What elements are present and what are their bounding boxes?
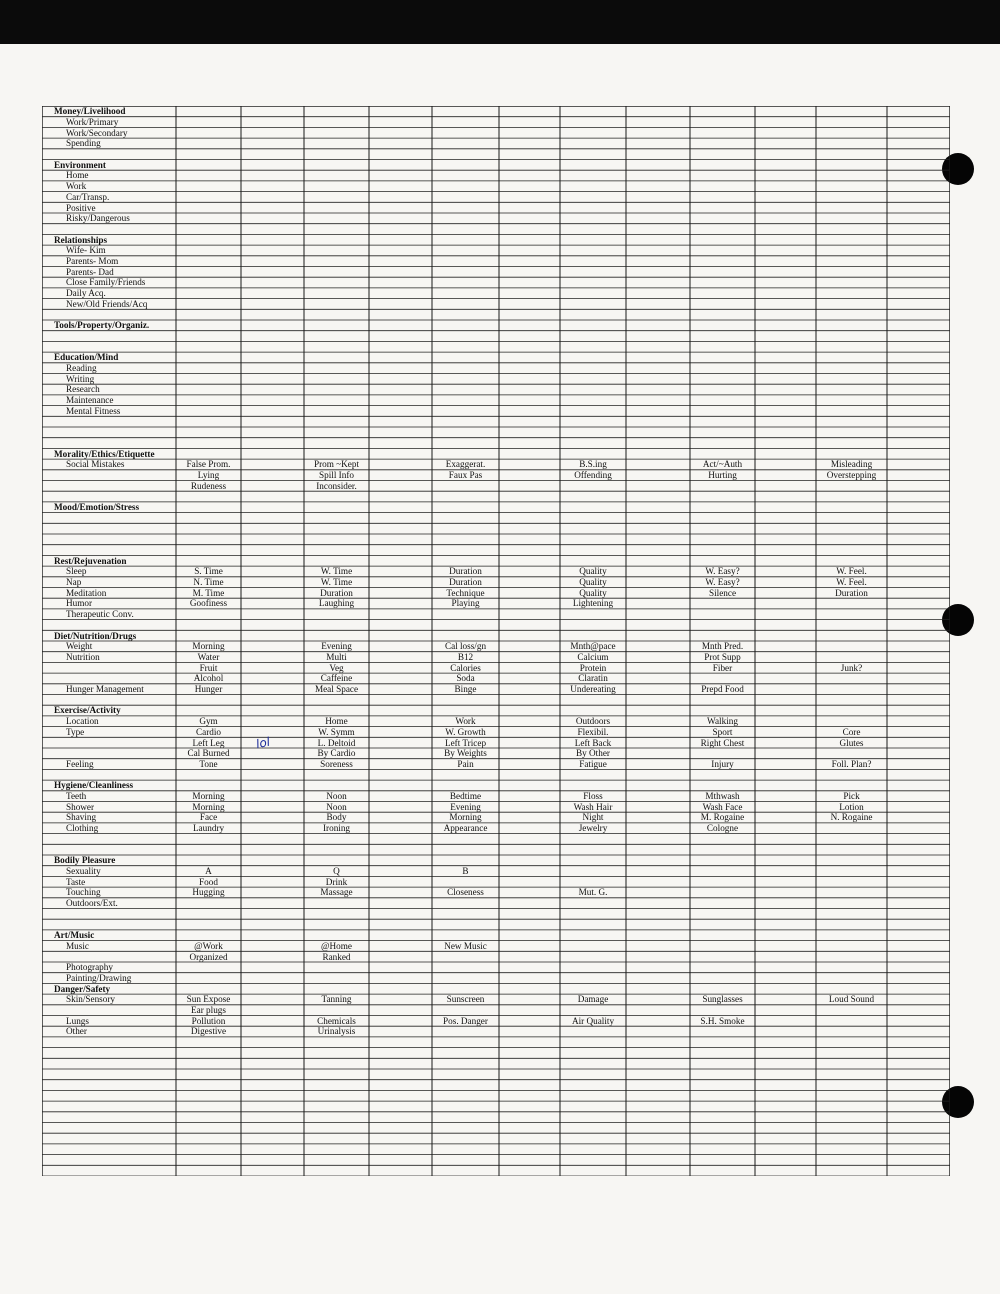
grid-cell: Cardio [195,726,222,737]
grid-cell: Tone [199,758,218,769]
row-label: Painting/Drawing [66,972,132,983]
grid-cell: Bedtime [449,791,482,801]
grid-cell: Morning [192,791,225,801]
grid-cell: Duration [320,587,353,598]
row-label: Sleep [66,566,87,577]
grid-cell: By Other [576,748,610,759]
row-label: Daily Acq. [66,288,106,299]
grid-cell: Technique [446,587,485,598]
grid-cell: Damage [577,994,609,1005]
grid-cell: L. Deltoid [317,737,356,748]
grid-cell: Drink [325,876,348,887]
row-label: Shaving [66,812,97,823]
row-label: Parents- Dad [66,266,114,277]
row-label: Hunger Management [66,684,144,694]
grid-cell: Quality [579,577,607,587]
grid-cell: Jewelry [578,823,608,834]
grid-cell: Duration [449,566,482,577]
grid-cell: Work [455,716,476,727]
grid-cell: Fatigue [579,758,607,769]
grid-cell: B12 [457,651,474,662]
section-title: Danger/Safety [54,983,111,994]
grid-cell: Prot Supp [704,651,741,662]
grid-cell: Chemicals [317,1015,356,1026]
grid-cell: Laughing [318,598,355,609]
row-label: Humor [66,598,93,609]
grid-cell: Playing [451,598,480,609]
grid-cell: Sunglasses [702,994,743,1005]
grid-cell: Morning [192,801,225,812]
row-label: Maintenance [66,395,114,406]
grid-cell: False Prom. [186,459,231,470]
section-title: Money/Livelihood [54,106,126,117]
grid-cell: Pollution [191,1015,226,1026]
section-title: Relationships [54,234,108,245]
grid-cell: @Work [194,940,223,951]
section-title: Rest/Rejuvenation [54,555,127,566]
grid-cell: Quality [579,566,607,577]
grid-cell: Prepd Food [701,684,744,694]
section-title: Morality/Ethics/Etiquette [54,448,155,459]
row-label: Therapeutic Conv. [66,609,134,620]
grid-cell: Air Quality [571,1015,615,1026]
row-label: Feeling [66,758,94,769]
grid-cell: Soreness [320,758,353,769]
grid-cell: Exaggerat. [445,459,486,470]
row-label: Taste [66,876,86,887]
section-title: Mood/Emotion/Stress [54,502,140,513]
row-label: Writing [66,373,95,384]
grid-cell: Quality [579,587,607,598]
grid-cell: Soda [456,673,475,684]
row-label: Skin/Sensory [66,994,116,1005]
grid-cell: M. Rogaine [700,812,745,823]
grid-cell: Right Chest [700,737,745,748]
grid-cell: Digestive [190,1026,227,1037]
row-label: Spending [66,138,101,149]
grid-cell: Lightening [572,598,614,609]
grid-cell: Glutes [839,737,864,748]
grid-cell: Hunger [194,684,223,694]
grid-cell: Duration [835,587,868,598]
section-title: Exercise/Activity [54,705,121,716]
grid-cell: Pos. Danger [443,1015,488,1026]
grid-cell: Lotion [839,801,864,812]
grid-cell: Prom ~Kept [313,459,360,470]
grid-cell: W. Growth [445,726,486,737]
grid-cell: N. Time [193,577,224,587]
grid-cell: New Music [444,940,487,951]
section-title: Environment [54,159,106,170]
row-label: Meditation [66,587,107,598]
grid-cell: Mthwash [705,791,740,801]
tracking-grid [42,106,950,1176]
grid-cell: Home [325,716,348,727]
grid-cell: Inconsider. [316,480,357,491]
row-label: Sexuality [66,865,101,876]
grid-cell: W. Time [320,566,353,577]
grid-cell: Evening [450,801,481,812]
grid-cell: Mut. G. [578,887,608,898]
grid-cell: Pick [843,791,860,801]
grid-cell: Massage [320,887,353,898]
grid-cell: Overstepping [826,470,877,480]
row-label: Nutrition [66,651,100,662]
grid-cell: Duration [449,577,482,587]
grid-cell: Cologne [706,823,739,834]
row-label: Work [66,181,87,192]
grid-cell: Mnth Pred. [701,641,744,652]
row-label: Type [66,726,85,737]
grid-cell: Laundry [192,823,225,834]
grid-cell: Wash Face [702,801,743,812]
grid-content [42,106,950,1176]
grid-cell: Goofiness [189,598,228,609]
section-title: Bodily Pleasure [54,855,116,866]
grid-cell: Protein [579,662,607,673]
grid-cell: Binge [454,684,477,694]
grid-cell: Fiber [712,662,733,673]
grid-cell: Food [199,876,218,887]
grid-cell: Sunscreen [446,994,485,1005]
grid-cell: Caffeine [320,673,353,684]
grid-cell: Meal Space [314,684,359,694]
grid-cell: Fruit [199,662,218,673]
grid-cell: Hurting [708,470,737,480]
row-label: Social Mistakes [66,459,125,470]
grid-cell: Undereating [570,684,616,694]
grid-cell: Offending [574,470,612,480]
grid-cell: Noon [326,801,347,812]
row-label: Reading [66,363,97,373]
row-label: Research [66,384,100,395]
grid-cell: Sport [712,726,733,737]
grid-cell: Wash Hair [573,801,613,812]
grid-cell: Body [326,812,347,823]
grid-cell: Organized [189,951,228,962]
grid-cell: Hugging [192,887,225,898]
grid-cell: Cal loss/gn [444,641,487,652]
row-label: Work/Primary [66,116,119,127]
grid-cell: W. Easy? [705,566,740,577]
grid-cell: Cal Burned [187,748,230,759]
row-label: Outdoors/Ext. [66,898,118,908]
grid-cell: Urinalysis [317,1026,356,1037]
row-label: Close Family/Friends [66,277,146,288]
grid-cell: Faux Pas [448,470,483,480]
grid-cell: Junk? [840,662,863,673]
row-label: New/Old Friends/Acq [66,298,148,309]
row-label: Risky/Dangerous [66,213,130,224]
grid-cell: Floss [583,791,603,801]
grid-cell: Claratin [578,673,608,684]
grid-cell: Calcium [577,651,609,662]
grid-cell: Veg [329,662,344,673]
grid-cell: Gym [199,716,218,727]
grid-cell: W. Easy? [705,577,740,587]
row-label: Car/Transp. [66,191,110,202]
row-label: Touching [66,887,101,898]
grid-cell: Loud Sound [828,994,875,1005]
row-label: Lungs [66,1015,89,1026]
grid-cell: Sun Expose [186,994,231,1005]
row-label: Other [66,1026,87,1037]
grid-cell: Misleading [830,459,873,470]
grid-cell: Morning [449,812,482,823]
grid-cell: Ironing [322,823,351,834]
grid-cell: Lying [197,470,220,480]
row-label: Work/Secondary [66,127,128,138]
grid-cell: Night [582,812,604,823]
grid-cell: Calories [450,662,481,673]
grid-cell: Walking [707,716,738,727]
grid-cell: Core [842,726,861,737]
grid-cell: B [462,865,469,876]
row-label: Photography [66,962,113,973]
row-label: Music [66,940,89,951]
grid-cell: Q [333,865,340,876]
grid-cell: Face [199,812,218,823]
row-label: Clothing [66,823,99,834]
grid-cell: B.S.ing [579,459,607,470]
grid-cell: Closeness [447,887,484,898]
row-label: Nap [66,577,82,587]
grid-cell: W. Time [320,577,353,587]
row-label: Wife- Kim [66,245,106,256]
grid-cell: By Cardio [317,748,356,759]
grid-cell: S.H. Smoke [700,1015,745,1026]
grid-cell: Noon [326,791,347,801]
grid-cell: Tanning [321,994,352,1005]
row-label: Shower [66,801,95,812]
grid-cell: W. Feel. [836,566,867,577]
section-title: Diet/Nutrition/Drugs [54,630,137,641]
row-label: Home [66,170,89,181]
grid-cell: Ranked [322,951,351,962]
grid-cell: Mnth@pace [570,641,616,652]
grid-cell: Water [197,651,220,662]
grid-cell: Evening [321,641,352,652]
grid-cell: Foll. Plan? [831,758,872,769]
section-title: Tools/Property/Organiz. [54,320,150,331]
grid-cell: M. Time [192,587,225,598]
grid-cell: Rudeness [190,480,227,491]
grid-cell: W. Symm [318,726,355,737]
grid-cell: Left Leg [192,737,225,748]
grid-cell: By Weights [444,748,487,759]
grid-cell: Alcohol [193,673,224,684]
handwritten-mark: lol [254,734,272,752]
row-label: Mental Fitness [66,405,121,416]
grid-cell: Multi [326,651,347,662]
section-title: Education/Mind [54,352,119,363]
scan-top-border [0,0,1000,44]
grid-cell: Spill Info [319,470,354,480]
grid-cell: Morning [192,641,225,652]
section-title: Hygiene/Cleanliness [54,780,134,791]
section-title: Art/Music [54,930,95,941]
grid-cell: Left Tricep [444,737,487,748]
grid-cell: W. Feel. [836,577,867,587]
grid-cell: Injury [711,758,734,769]
grid-cell: Outdoors [575,716,611,727]
grid-cell: Appearance [443,823,488,834]
row-label: Positive [66,202,96,213]
row-label: Location [66,716,99,727]
grid-cell: @Home [321,940,352,951]
grid-cell: Ear plugs [191,1005,226,1015]
row-label: Weight [66,641,93,652]
row-label: Parents- Mom [66,256,119,266]
grid-cell: A [205,865,212,876]
row-label: Teeth [66,791,87,801]
grid-cell: N. Rogaine [830,812,873,823]
grid-cell: Silence [708,587,737,598]
grid-cell: Flexibil. [577,726,609,737]
grid-cell: Left Back [574,737,612,748]
grid-cell: Act/~Auth [702,459,743,470]
grid-cell: S. Time [194,566,223,577]
grid-cell: Pain [457,758,474,769]
